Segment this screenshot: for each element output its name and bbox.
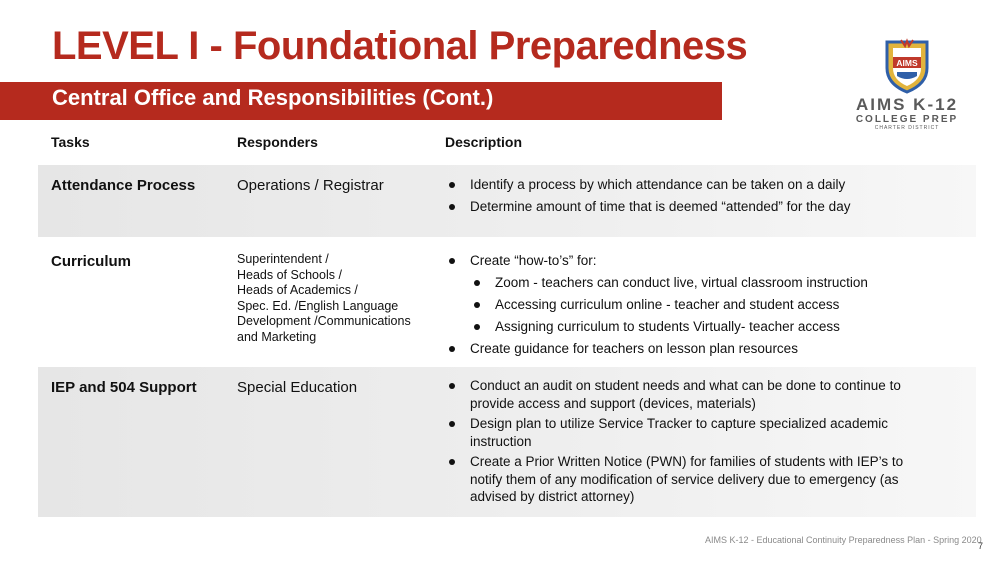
task-curriculum: Curriculum xyxy=(51,253,132,270)
list-item: Conduct an audit on student needs and what can be done to continue to provide access and support (devices, materials) xyxy=(445,377,923,412)
description-iep xyxy=(445,377,923,506)
list-item: Assigning curriculum to students Virtually- teacher access xyxy=(445,318,965,336)
header-description: Description xyxy=(445,134,523,150)
logo-line2: CHARTER DISTRICT xyxy=(874,125,940,131)
responder-line: Development /Communications xyxy=(237,314,411,329)
responder-line: Spec. Ed. /English Language xyxy=(237,298,399,313)
responder-line: Superintendent / xyxy=(237,252,329,266)
description-attendance xyxy=(445,176,965,215)
list-item: Create “how-to’s” for: xyxy=(445,252,965,270)
subtitle-bar xyxy=(0,82,722,120)
footer-text: AIMS K-12 - Educational Continuity Preparedness Plan - Spring 2020 xyxy=(705,535,982,545)
responder-line: and Marketing xyxy=(237,329,317,344)
list-item: Zoom - teachers can conduct live, virtual classroom instruction xyxy=(445,274,965,292)
list-item: Design plan to utilize Service Tracker to capture specialized academic instruction xyxy=(445,415,923,450)
shield-text: AIMS xyxy=(896,58,918,68)
responders-curriculum xyxy=(237,252,437,346)
responders-iep: Special Education xyxy=(237,379,358,396)
responder-line: Heads of Academics / xyxy=(237,283,358,298)
task-attendance: Attendance Process xyxy=(51,177,196,194)
task-iep: IEP and 504 Support xyxy=(51,379,197,396)
page-number: 7 xyxy=(978,541,984,551)
aims-logo xyxy=(848,38,966,138)
list-item: Determine amount of time that is deemed “attended” for the day xyxy=(445,198,965,216)
page-subtitle: Central Office and Responsibilities (Cont.) xyxy=(52,85,494,110)
shield-icon xyxy=(881,38,933,94)
list-item: Create guidance for teachers on lesson plan resources xyxy=(445,340,965,358)
header-tasks: Tasks xyxy=(51,134,90,150)
list-item: Create a Prior Written Notice (PWN) for families of students with IEP’s to notify them of any modification of service delivery due to emergency (as advised by district attorney) xyxy=(445,453,923,506)
header-responders: Responders xyxy=(237,134,318,150)
logo-line1: COLLEGE PREP xyxy=(855,114,959,125)
list-item: Accessing curriculum online - teacher and student access xyxy=(445,296,965,314)
page-title: LEVEL I - Foundational Preparedness xyxy=(52,24,748,68)
responder-line: Heads of Schools / xyxy=(237,267,342,282)
responders-attendance: Operations / Registrar xyxy=(237,177,384,194)
logo-name: AIMS K-12 xyxy=(855,95,959,114)
description-curriculum xyxy=(445,252,965,358)
list-item: Identify a process by which attendance can be taken on a daily xyxy=(445,176,965,194)
